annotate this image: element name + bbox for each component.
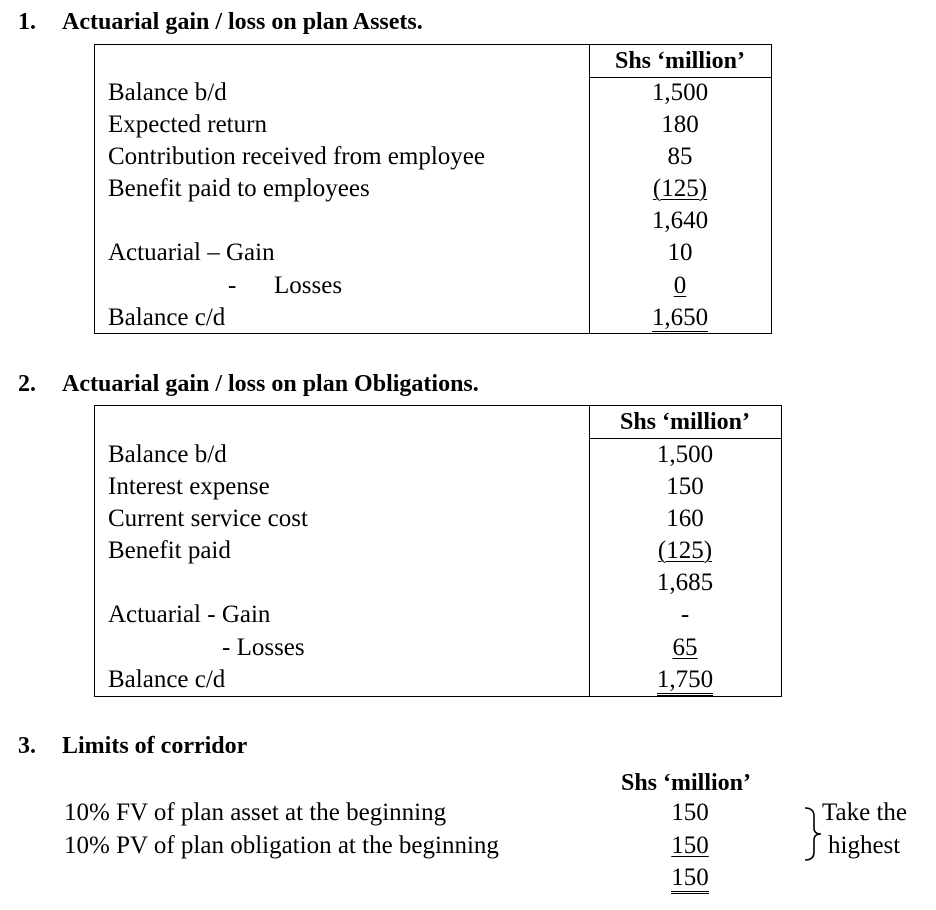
obligations-losses-underlined: 65 <box>672 634 698 661</box>
assets-subtotal-underlined: (125) <box>652 175 708 202</box>
section-3-title: Limits of corridor <box>62 733 248 759</box>
obligations-row-label: Current service cost <box>108 505 308 532</box>
obligations-row-label: Benefit paid <box>108 537 231 564</box>
obligations-row-value <box>590 535 780 567</box>
section-1-heading <box>18 8 423 36</box>
obligations-row-value: 150 <box>666 473 704 500</box>
obligations-benefit-underlined: (125) <box>657 537 713 564</box>
section-1-number: 1. <box>18 9 36 35</box>
assets-row-label: Contribution received from employee <box>108 143 485 170</box>
assets-row-label: Benefit paid to employees <box>108 175 370 202</box>
assets-total-double-underlined: 1,650 <box>652 305 708 334</box>
section-2-number: 2. <box>18 371 36 397</box>
obligations-row-value: - <box>680 601 690 628</box>
obligations-row-label: Balance c/d <box>108 666 226 693</box>
assets-row-prefix: - <box>228 272 237 299</box>
obligations-row-label: Balance b/d <box>108 441 227 468</box>
obligations-row-label: Interest expense <box>108 473 270 500</box>
section-2-title: Actuarial gain / loss on plan Obligations. <box>62 371 479 397</box>
assets-column-header: Shs ‘million’ <box>614 48 746 74</box>
assets-row-value: 85 <box>667 143 693 170</box>
assets-row-value: 180 <box>661 111 699 138</box>
assets-row-label: Actuarial – Gain <box>108 239 275 266</box>
section-1-title: Actuarial gain / loss on plan Assets. <box>62 9 423 35</box>
obligations-row-value: 1,500 <box>656 441 714 468</box>
obligations-total-value <box>590 664 780 696</box>
corridor-highest-double-underlined: 150 <box>671 865 709 894</box>
obligations-row-value <box>590 632 780 664</box>
assets-row-value <box>590 270 770 302</box>
assets-row-label: Balance c/d <box>108 304 226 331</box>
obligations-total-double-underlined: 1,750 <box>657 667 713 696</box>
section-3-number: 3. <box>18 733 36 759</box>
obligations-row-label: Actuarial - Gain <box>108 601 271 628</box>
corridor-obligation-underlined: 150 <box>671 832 709 859</box>
corridor-column-header: Shs ‘million’ <box>620 770 752 796</box>
assets-row-value: 1,500 <box>651 79 709 106</box>
assets-losses-underlined: 0 <box>673 272 687 299</box>
assets-row-value <box>590 173 770 205</box>
corridor-row-label: 10% FV of plan asset at the beginning <box>64 799 447 826</box>
corridor-note-line-1: Take the <box>822 799 908 826</box>
corridor-highest-value <box>600 862 780 894</box>
assets-row-label: Losses <box>274 272 343 299</box>
assets-row-value: 10 <box>667 239 693 266</box>
obligations-subtotal-value: 1,685 <box>656 569 714 596</box>
section-3-heading <box>18 732 247 760</box>
corridor-row-value <box>600 830 780 862</box>
corridor-note-line-2: highest <box>828 832 901 859</box>
assets-subtotal-value: 1,640 <box>651 207 709 234</box>
corridor-row-value: 150 <box>671 799 709 826</box>
assets-row-label: Expected return <box>108 111 267 138</box>
obligations-row-label: - Losses <box>222 634 305 661</box>
assets-row-label: Balance b/d <box>108 79 227 106</box>
obligations-row-value: 160 <box>666 505 704 532</box>
assets-total-value <box>590 302 770 334</box>
corridor-row-label: 10% PV of plan obligation at the beginning <box>64 832 499 859</box>
obligations-column-header: Shs ‘million’ <box>619 409 751 435</box>
section-2-heading <box>18 370 479 398</box>
right-brace-icon <box>802 806 824 862</box>
